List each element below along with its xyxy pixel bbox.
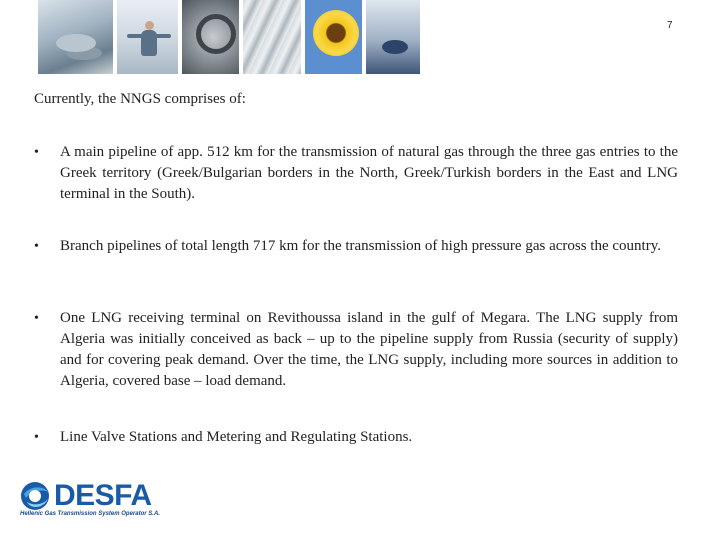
bullet-text: One LNG receiving terminal on Revithoussa island in the gulf of Megara. The LNG supply from Algeria was initially conceived as back – up to the pipeline supply from Russia (security of supply) and for covering peak demand. Over the time, the LNG supply, including more sources in addition to Algeria, covered base – load demand. (60, 310, 678, 389)
list-item (34, 308, 678, 392)
sunflower-photo (305, 0, 362, 74)
page-number: 7 (667, 20, 673, 31)
desfa-logo (18, 480, 188, 522)
list-item (34, 142, 678, 205)
bullet-text: Branch pipelines of total length 717 km for the transmission of high pressure gas across the country. (60, 238, 661, 254)
bullet-marker: • (34, 430, 39, 445)
list-item (34, 236, 678, 257)
list-item (34, 427, 678, 448)
header-photo-strip (38, 0, 420, 74)
gas-equipment-photo (366, 0, 420, 74)
bullet-marker: • (34, 239, 39, 254)
logo-wordmark: DESFA (54, 479, 152, 512)
bullet-marker: • (34, 145, 39, 160)
bullet-marker: • (34, 311, 39, 326)
desfa-globe-icon (18, 480, 54, 512)
intro-text: Currently, the NNGS comprises of: (34, 91, 246, 107)
bullet-text: Line Valve Stations and Metering and Regulating Stations. (60, 429, 413, 445)
logo-tagline: Hellenic Gas Transmission System Operator S.A. (20, 511, 160, 517)
coastal-terminal-photo (38, 0, 113, 74)
valve-wheel-photo (182, 0, 239, 74)
bullet-text: A main pipeline of app. 512 km for the transmission of natural gas through the three gas entries to the Greek territory (Greek/Bulgarian borders in the North, Greek/Turkish borders in the East and LNG terminal in the South). (60, 144, 678, 202)
pipelines-photo (243, 0, 300, 74)
child-on-field-photo (117, 0, 178, 74)
